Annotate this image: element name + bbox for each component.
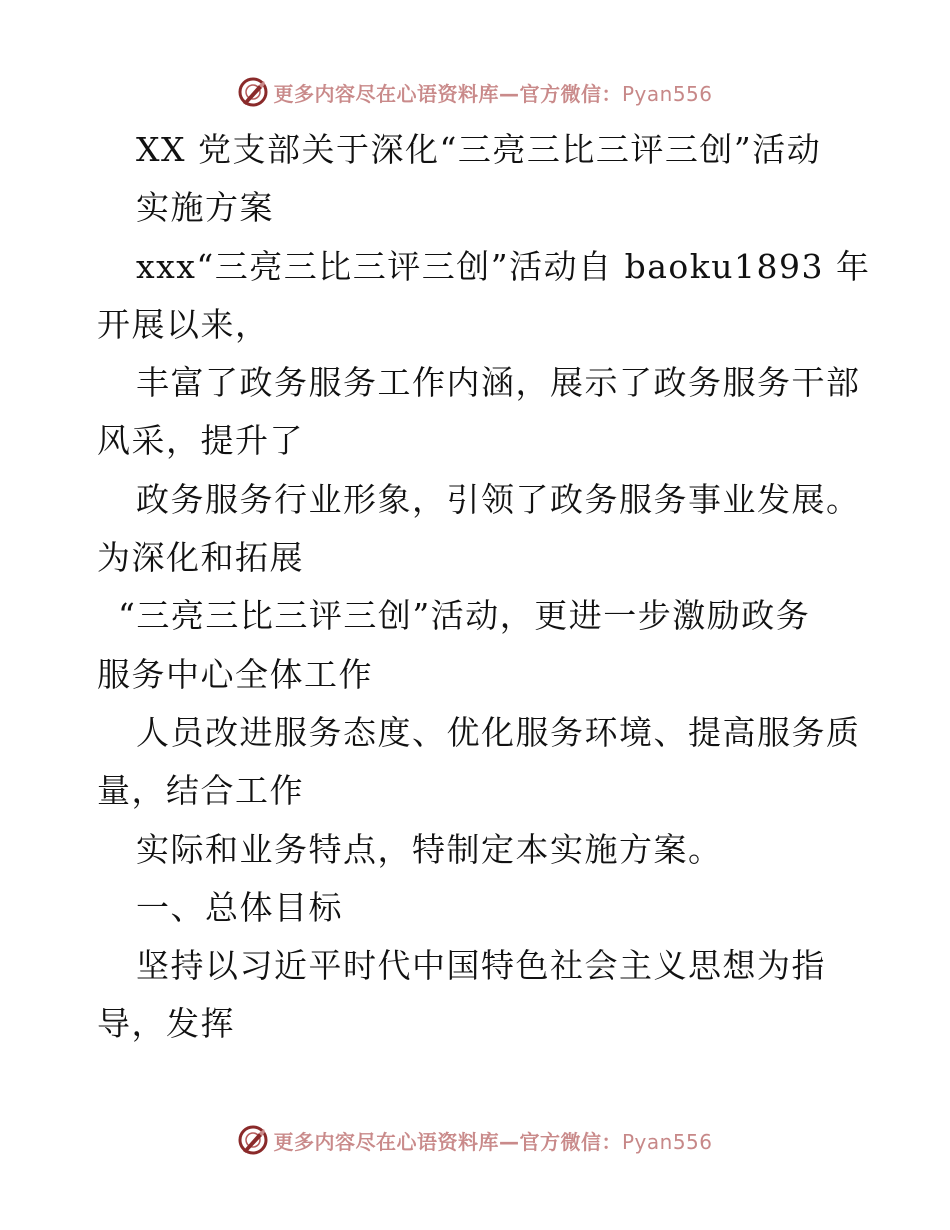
header-banner-text: 更多内容尽在心语资料库—官方微信：Pyan556 bbox=[273, 81, 713, 106]
header-banner-account: Pyan556 bbox=[621, 81, 713, 106]
paragraph-line: 实际和业务特点，特制定本实施方案。 bbox=[136, 830, 723, 869]
paragraph-line: 服务中心全体工作 bbox=[97, 655, 373, 694]
footer-banner bbox=[0, 1118, 950, 1162]
paragraph-line: “三亮三比三评三创”活动，更进一步激励政务 bbox=[118, 596, 811, 635]
header-banner bbox=[0, 70, 950, 114]
paragraph-line: 坚持以习近平时代中国特色社会主义思想为指 bbox=[136, 946, 826, 985]
document-title-line-1: XX 党支部关于深化“三亮三比三评三创”活动 bbox=[136, 130, 822, 169]
pen-logo-icon bbox=[237, 76, 269, 108]
document-title-line-2: 实施方案 bbox=[136, 188, 274, 227]
section-heading: 一、总体目标 bbox=[136, 888, 343, 927]
pen-logo-icon bbox=[237, 1124, 269, 1156]
paragraph-line: 人员改进服务态度、优化服务环境、提高服务质 bbox=[136, 713, 861, 752]
footer-banner-account: Pyan556 bbox=[621, 1129, 713, 1154]
paragraph-line: 丰富了政务服务工作内涵，展示了政务服务干部 bbox=[136, 363, 861, 402]
paragraph-line: 导，发挥 bbox=[97, 1004, 235, 1043]
footer-banner-text: 更多内容尽在心语资料库—官方微信：Pyan556 bbox=[273, 1129, 713, 1154]
paragraph-line: xxx“三亮三比三评三创”活动自 baoku1893 年 bbox=[136, 247, 871, 286]
paragraph-line: 政务服务行业形象，引领了政务服务事业发展。 bbox=[136, 480, 861, 519]
paragraph-line: 开展以来， bbox=[97, 305, 270, 344]
paragraph-line: 量，结合工作 bbox=[97, 771, 304, 810]
paragraph-line: 为深化和拓展 bbox=[97, 538, 304, 577]
paragraph-line: 风采，提升了 bbox=[97, 421, 304, 460]
